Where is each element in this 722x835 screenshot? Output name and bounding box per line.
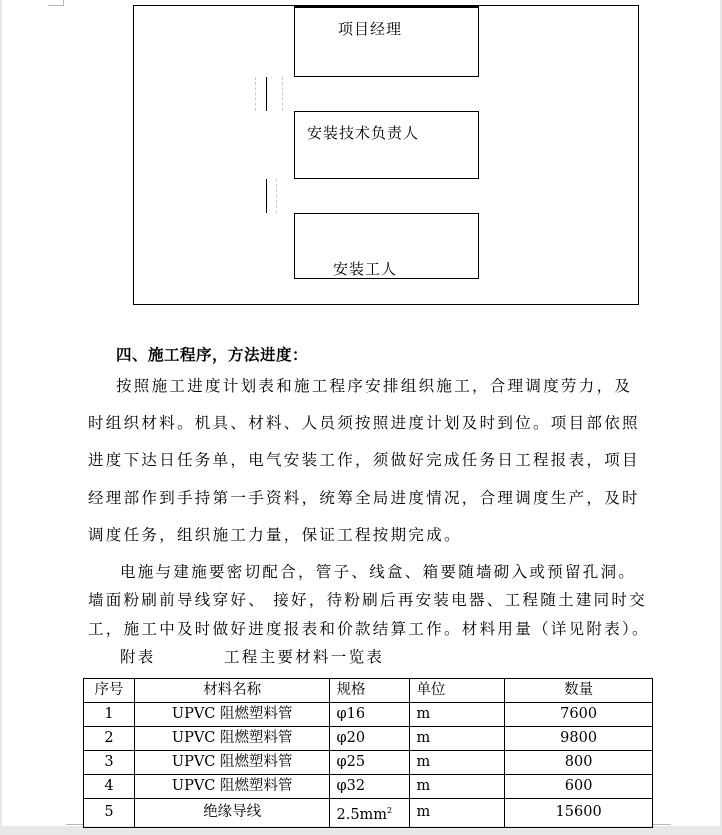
- cell-no: 4: [84, 775, 135, 799]
- materials-table: [83, 678, 653, 828]
- cell-qty: 9800: [505, 727, 653, 751]
- cell-name: UPVC 阻燃塑料管: [134, 775, 330, 799]
- cell-spec: φ16: [330, 703, 410, 727]
- org-box-label: 安装工人: [333, 260, 398, 278]
- crop-mark-bottom-right: [653, 824, 671, 825]
- table-row: [84, 751, 653, 775]
- section-heading: 四、施工程序，方法进度：: [116, 345, 309, 364]
- cell-qty: 7600: [505, 703, 653, 727]
- appendix-label: 附表: [120, 648, 156, 666]
- paragraph-line: 时组织材料。机具、材料、人员须按照进度计划及时到位。项目部依照: [88, 414, 640, 432]
- cell-unit: m: [410, 703, 505, 727]
- connector-guide: [282, 77, 283, 111]
- table-row: [84, 727, 653, 751]
- header-spec: 规格: [330, 679, 410, 703]
- crop-mark-top-left-v: [63, 0, 64, 5]
- org-box-tech-lead: [294, 111, 479, 179]
- connector-guide: [276, 179, 277, 213]
- cell-unit: m: [410, 799, 505, 828]
- cell-name: UPVC 阻燃塑料管: [134, 703, 330, 727]
- org-box-installers: [294, 213, 479, 279]
- table-header-row: [84, 679, 653, 703]
- paragraph-line: 按照施工进度计划表和施工程序安排组织施工，合理调度劳力，及: [116, 377, 633, 395]
- cell-unit: m: [410, 775, 505, 799]
- header-unit: 单位: [410, 679, 505, 703]
- document-page: [2, 0, 720, 826]
- table-row: [84, 775, 653, 799]
- cell-unit: m: [410, 727, 505, 751]
- cell-qty: 800: [505, 751, 653, 775]
- paragraph-line: 墙面粉刷前导线穿好、 接好，待粉刷后再安装电器、工程随土建同时交: [88, 591, 648, 609]
- org-box-project-manager: [294, 6, 479, 77]
- cell-spec: φ25: [330, 751, 410, 775]
- cell-qty: 15600: [505, 799, 653, 828]
- appendix-title: 工程主要材料一览表: [224, 648, 385, 666]
- header-no: 序号: [84, 679, 135, 703]
- cell-spec: φ32: [330, 775, 410, 799]
- paragraph-line: 经理部作到手持第一手资料，统筹全局进度情况，合理调度生产，及时: [88, 489, 640, 507]
- org-box-label: 安装技术负责人: [307, 124, 420, 142]
- connector-line: [266, 77, 267, 111]
- table-row: [84, 799, 653, 828]
- crop-mark-top-left: [48, 5, 64, 6]
- header-qty: 数量: [505, 679, 653, 703]
- cell-name: 绝缘导线: [134, 799, 330, 828]
- crop-mark-bottom-left: [66, 824, 84, 825]
- cell-name: UPVC 阻燃塑料管: [134, 751, 330, 775]
- table-row: [84, 703, 653, 727]
- paragraph-line: 电施与建施要密切配合，管子、线盒、箱要随墙砌入或预留孔洞。: [120, 563, 637, 581]
- cell-spec: [330, 799, 410, 828]
- cell-no: 2: [84, 727, 135, 751]
- connector-line: [266, 179, 267, 213]
- paragraph-line: 调度任务，组织施工力量，保证工程按期完成。: [88, 526, 462, 544]
- cell-spec: φ20: [330, 727, 410, 751]
- cell-no: 5: [84, 799, 135, 828]
- connector-guide: [255, 77, 256, 111]
- cell-no: 3: [84, 751, 135, 775]
- spec-value: 2.5mm: [336, 806, 388, 823]
- paragraph-line: 工，施工中及时做好进度报表和价款结算工作。材料用量（详见附表）。: [88, 620, 650, 638]
- cell-name: UPVC 阻燃塑料管: [134, 727, 330, 751]
- paragraph-line: 进度下达日任务单，电气安装工作，须做好完成任务日工程报表，项目: [88, 451, 640, 469]
- cell-qty: 600: [505, 775, 653, 799]
- cell-no: 1: [84, 703, 135, 727]
- spec-superscript: 2: [387, 806, 393, 815]
- header-name: 材料名称: [134, 679, 330, 703]
- org-box-label: 项目经理: [338, 20, 403, 38]
- cell-unit: m: [410, 751, 505, 775]
